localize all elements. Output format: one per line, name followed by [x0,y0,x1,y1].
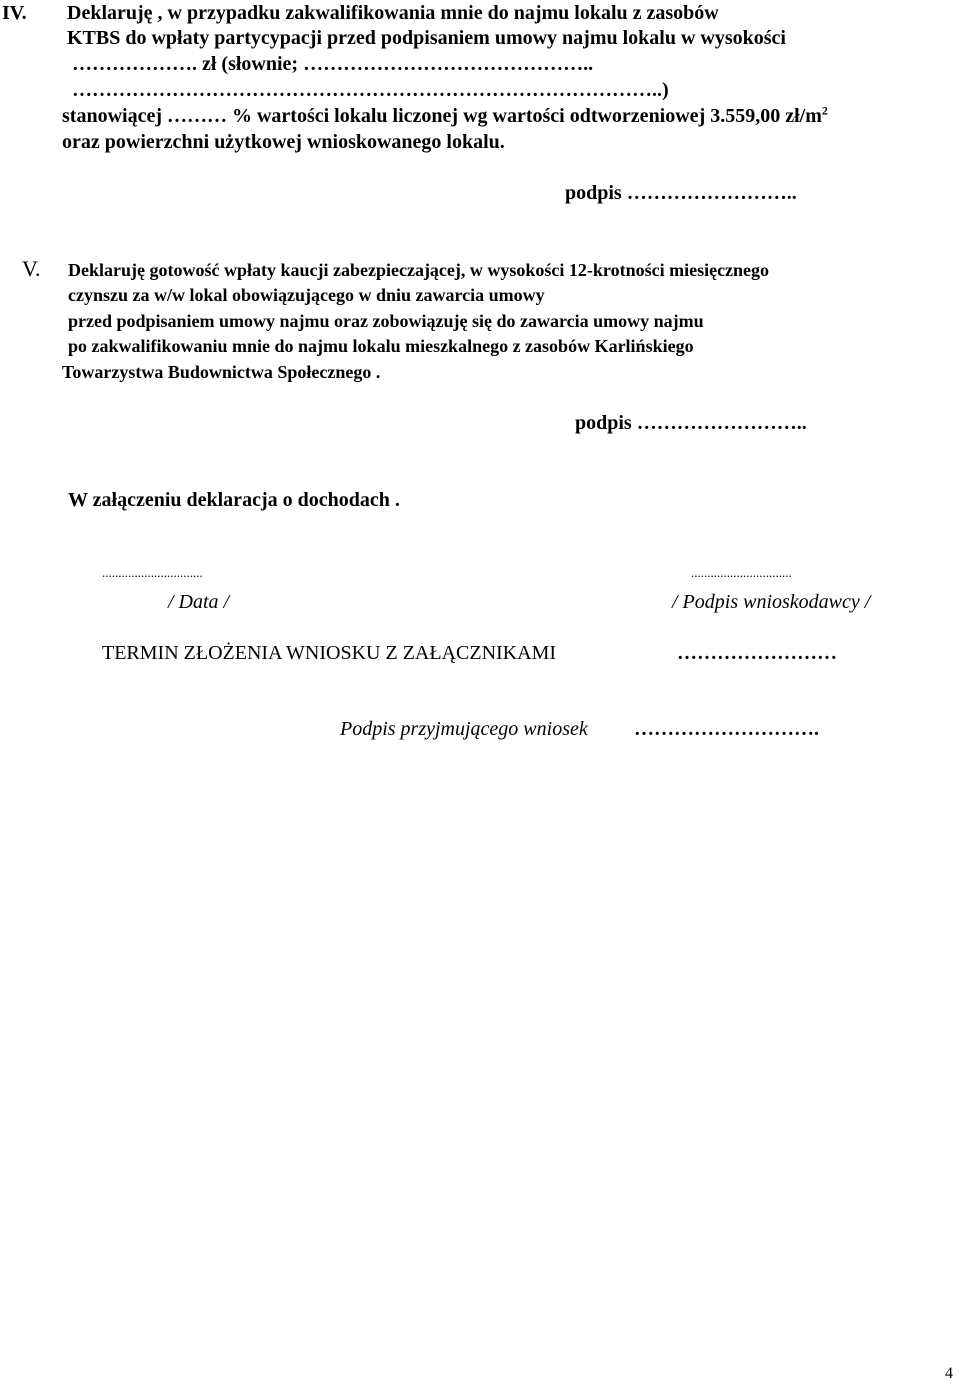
page-number: 4 [945,1365,953,1382]
section-iv-line-3: ………………. zł (słownie; …………………………………….. [72,53,594,75]
section-v-signature: podpis …………………….. [575,412,807,434]
section-v-line-3: przed podpisaniem umowy najmu oraz zobowiązuję się do zawarcia umowy najmu [68,311,704,331]
date-dots: ............................... [102,565,203,580]
section-iv-line-2: KTBS do wpłaty partycypacji przed podpisaniem umowy najmu lokalu w wysokości [67,27,786,49]
section-v-line-2: czynszu za w/w lokal obowiązującego w dniu zawarcia umowy [68,285,545,305]
section-iv-signature: podpis …………………….. [565,182,797,204]
section-v-line-1: Deklaruję gotowość wpłaty kaucji zabezpieczającej, w wysokości 12-krotności miesięcznego [68,260,770,280]
section-iv-line-5 [62,104,828,128]
applicant-signature-dots: ............................... [691,565,792,580]
deadline-label: TERMIN ZŁOŻENIA WNIOSKU Z ZAŁĄCZNIKAMI [102,642,557,664]
receiver-label: Podpis przyjmującego wniosek [340,718,588,740]
attachment-note: W załączeniu deklaracja o dochodach . [68,489,400,511]
applicant-signature-label: / Podpis wnioskodawcy / [672,591,871,613]
section-iv-line-4: ……………………………………………………………………………..) [72,79,669,101]
section-iv-line-1: Deklaruję , w przypadku zakwalifikowania mnie do najmu lokalu z zasobów [67,2,719,24]
section-iv-numeral: IV. [2,2,27,24]
deadline-dots: …………………… [677,642,837,664]
section-iv-line-6: oraz powierzchni użytkowej wnioskowanego lokalu. [62,131,505,153]
section-v-numeral: V. [22,256,41,281]
receiver-dots: ………………………. [634,718,819,740]
date-label: / Data / [168,591,230,613]
section-v-line-4: po zakwalifikowaniu mnie do najmu lokalu mieszkalnego z zasobów Karlińskiego [68,336,694,356]
section-v-line-5: Towarzystwa Budownictwa Społecznego . [62,362,381,382]
section-iv-line-5-superscript: 2 [821,103,828,118]
section-iv-line-5-text: stanowiącej ……… % wartości lokalu liczonej wg wartości odtworzeniowej 3.559,00 zł/m [62,105,822,127]
